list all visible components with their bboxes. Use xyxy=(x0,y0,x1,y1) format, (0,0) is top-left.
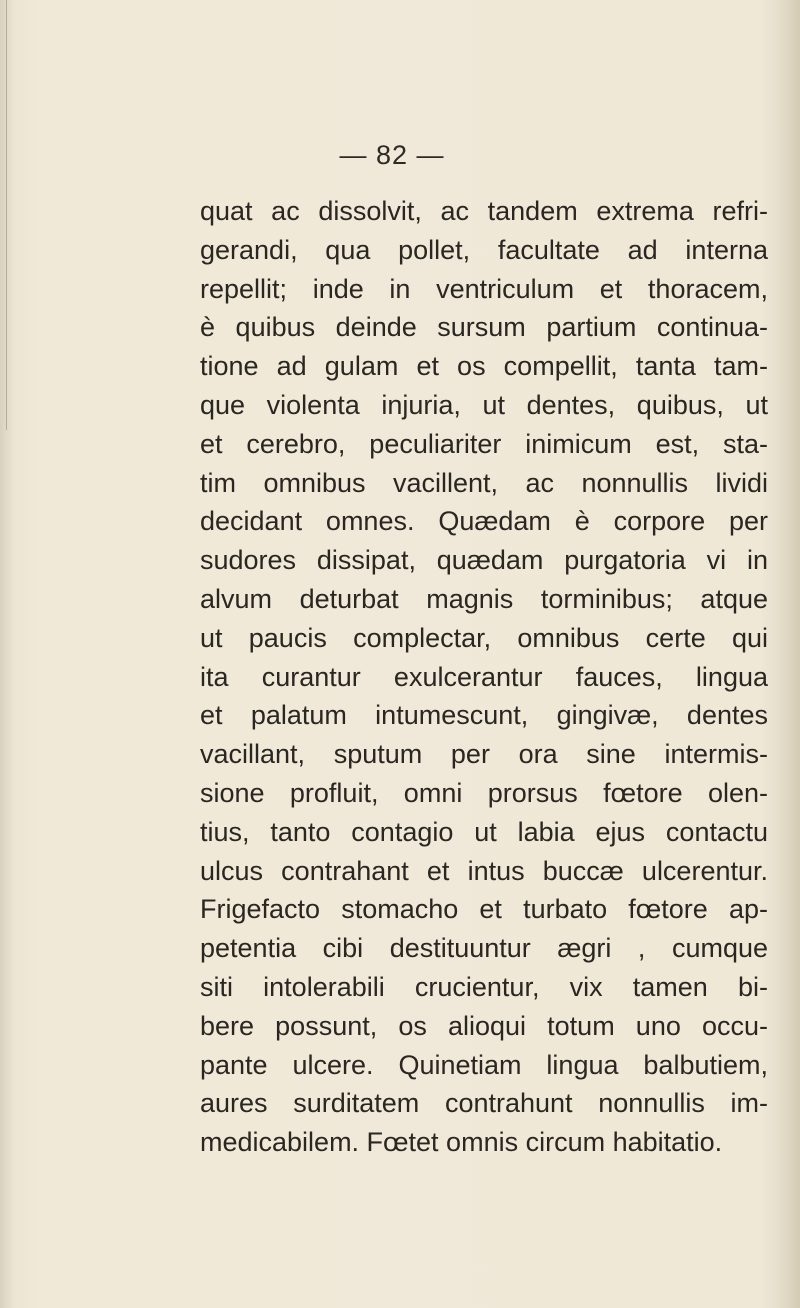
binding-shadow-line xyxy=(6,0,7,430)
page-number: — 82 — xyxy=(339,140,445,170)
text-line: et cerebro, peculiariter inimicum est, sta- xyxy=(200,428,768,459)
text-line: medicabilem. Fœtet omnis circum habitatio. xyxy=(200,1127,723,1158)
text-line: sudores dissipat, quædam purgatoria vi in xyxy=(200,545,768,576)
text-line: Frigefacto stomacho et turbato fœtore ap- xyxy=(200,894,768,925)
text-line: et palatum intumescunt, gingivæ, dentes xyxy=(200,700,768,731)
text-line: petentia cibi destituuntur ægri , cumque xyxy=(200,933,768,964)
text-line: quat ac dissolvit, ac tandem extrema refri- xyxy=(200,196,768,226)
text-line: vacillant, sputum per ora sine intermis- xyxy=(200,739,768,770)
text-line: alvum deturbat magnis torminibus; atque xyxy=(200,583,768,614)
text-line: ut paucis complectar, omnibus certe qui xyxy=(200,622,768,653)
text-line: ita curantur exulcerantur fauces, lingua xyxy=(200,661,768,692)
text-line: è quibus deinde sursum partium continua- xyxy=(200,312,768,343)
text-line: aures surditatem contrahunt nonnullis im- xyxy=(200,1088,768,1119)
text-line: sione profluit, omni prorsus fœtore olen- xyxy=(200,777,768,808)
text-line: tius, tanto contagio ut labia ejus contactu xyxy=(200,816,768,847)
body-text xyxy=(200,192,768,1162)
text-line: siti intolerabili crucientur, vix tamen bi- xyxy=(200,971,768,1002)
text-line: pante ulcere. Quinetiam lingua balbutiem, xyxy=(200,1049,768,1080)
text-line: bere possunt, os alioqui totum uno occu- xyxy=(200,1010,768,1041)
text-line: decidant omnes. Quædam è corpore per xyxy=(200,506,768,537)
text-line: repellit; inde in ventriculum et thoracem, xyxy=(200,273,768,304)
text-line: tione ad gulam et os compellit, tanta tam- xyxy=(200,351,768,382)
text-line: tim omnibus vacillent, ac nonnullis lividi xyxy=(200,467,768,498)
text-line: gerandi, qua pollet, facultate ad interna xyxy=(200,234,768,265)
text-line: que violenta injuria, ut dentes, quibus, ut xyxy=(200,389,768,420)
text-line: ulcus contrahant et intus buccæ ulcerentur. xyxy=(200,855,768,886)
